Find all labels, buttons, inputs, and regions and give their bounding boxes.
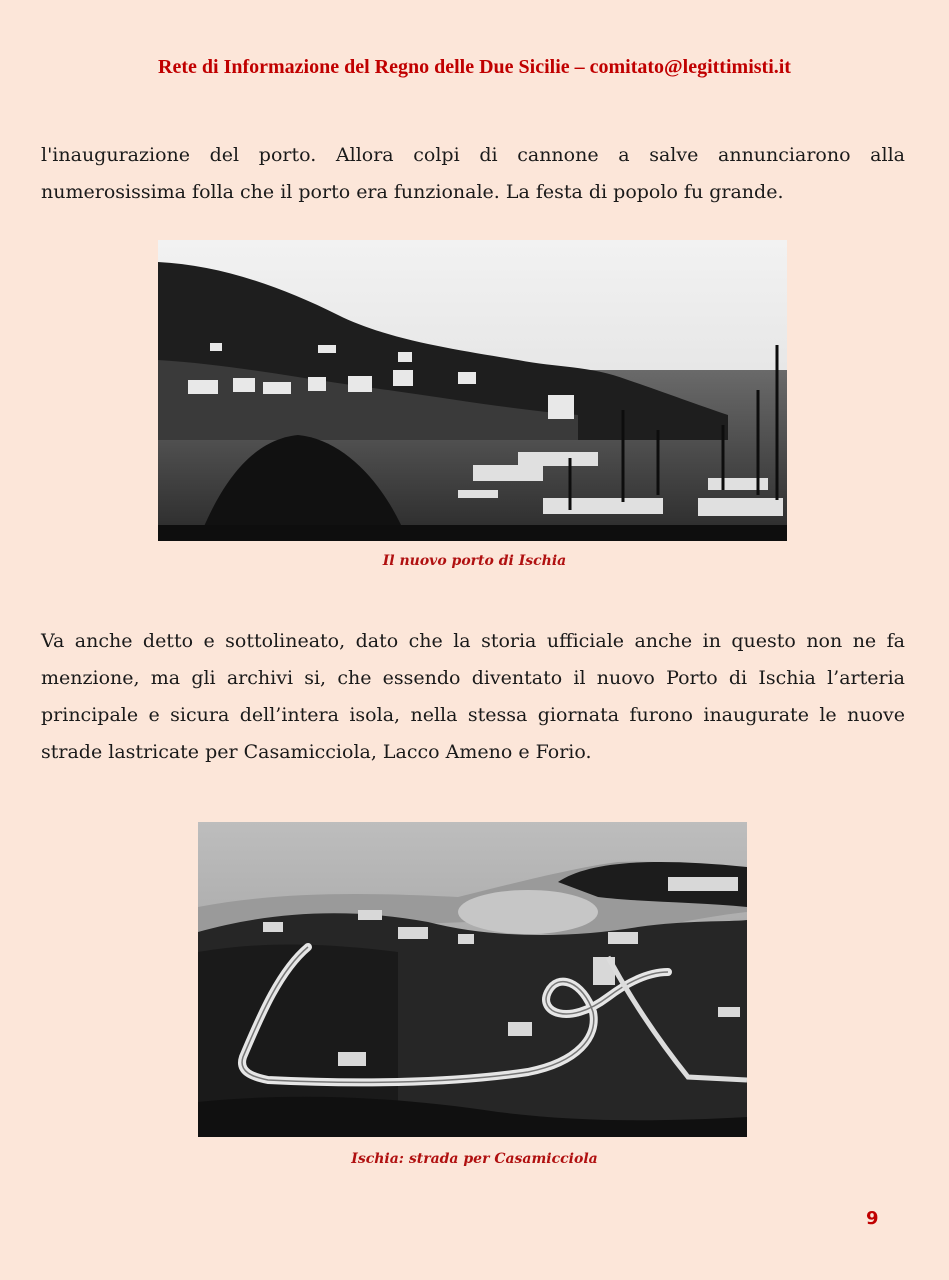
caption-photo-2: Ischia: strada per Casamicciola: [351, 1151, 598, 1167]
paragraph-2: Va anche detto e sottolineato, dato che la storia ufficiale anche in questo non ne fa menzione, ma gli archivi si, che essendo diventato il nuovo Porto di Ischia l’arteria principale e sicura dell’intera isola, nella stessa giornata furono inaugurate le nuove strade lastricate per Casamicciola, Lacco Ameno e Forio.: [41, 630, 905, 763]
photo-ischia-harbor: [158, 240, 787, 541]
page-header: Rete di Informazione del Regno delle Due Sicilie – comitato@legittimisti.it: [158, 56, 791, 78]
caption-photo-1: Il nuovo porto di Ischia: [382, 553, 567, 569]
paragraph-1: l'inaugurazione del porto. Allora colpi di cannone a salve annunciarono alla numerosissima folla che il porto era funzionale. La festa di popolo fu grande.: [41, 144, 905, 203]
harbor-photo-illustration: [158, 240, 787, 541]
page-number: 9: [866, 1208, 879, 1229]
road-photo-illustration: [198, 822, 747, 1137]
photo-road-casamicciola: [198, 822, 747, 1137]
